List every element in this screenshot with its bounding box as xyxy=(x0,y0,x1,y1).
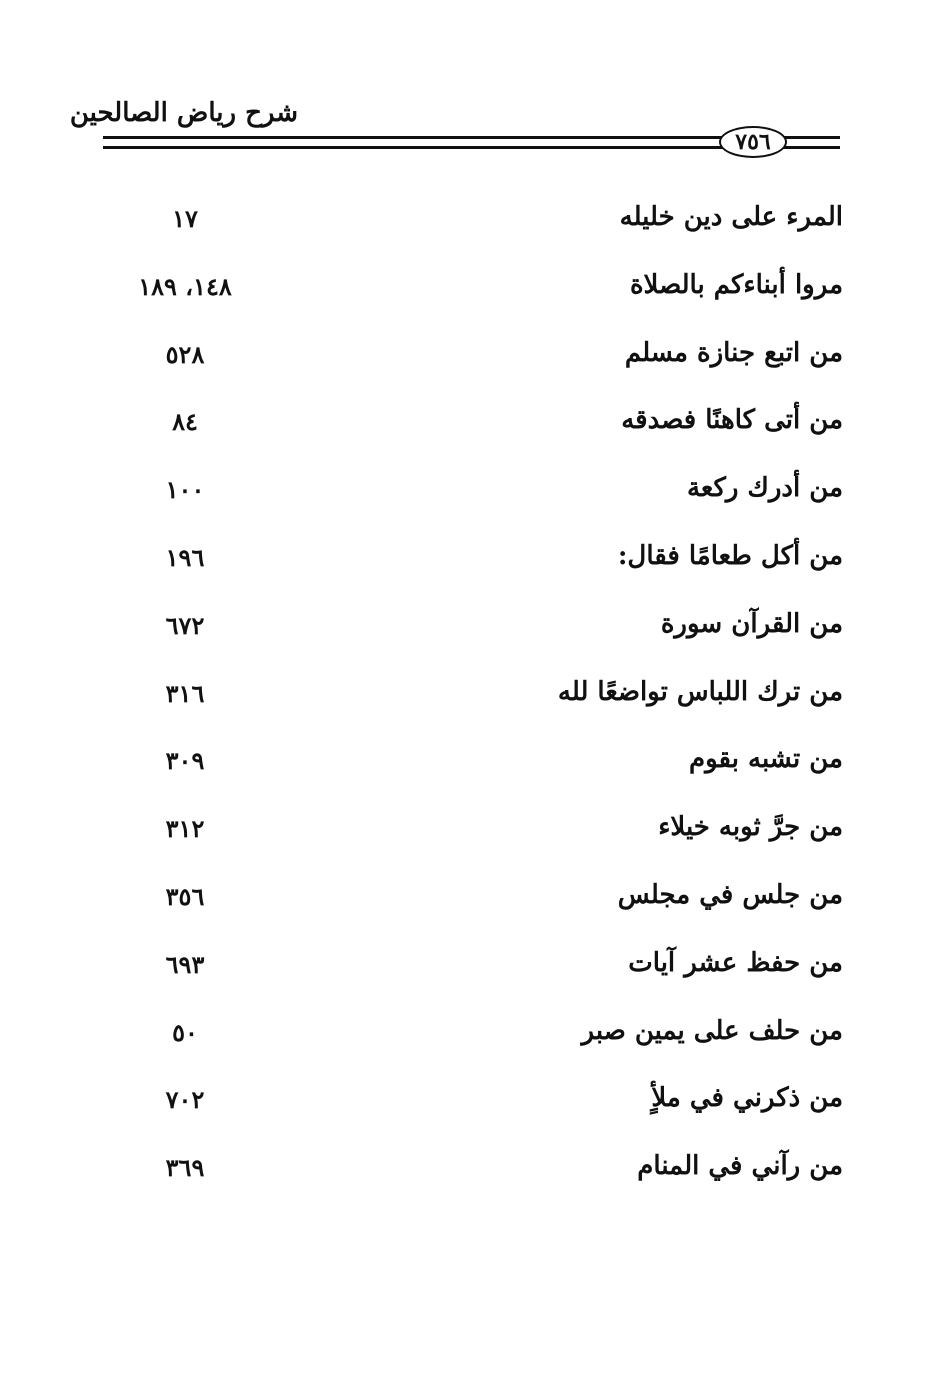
index-entry-pages: ٣٠٩ xyxy=(165,746,205,776)
index-entry-text: من أكل طعامًا فقال: xyxy=(617,540,843,571)
index-entry-text: من أدرك ركعة xyxy=(686,473,843,504)
index-row xyxy=(0,868,947,936)
index-row xyxy=(0,1004,947,1072)
index-entry-text: من أتى كاهنًا فصدقه xyxy=(621,405,843,436)
page-number-badge xyxy=(719,126,787,158)
index-entry-pages: ٧٠٢ xyxy=(165,1085,205,1115)
index-row xyxy=(0,258,947,326)
index-entry-pages: ١٠٠ xyxy=(165,475,205,505)
index-row xyxy=(0,393,947,461)
index-entry-pages: ٥٠ xyxy=(172,1017,198,1047)
index-row xyxy=(0,936,947,1004)
index-entry-pages: ١٩٦ xyxy=(165,542,205,572)
index-entry-pages: ٨٤ xyxy=(172,407,198,437)
index-entry-text: من حفظ عشر آيات xyxy=(628,947,843,978)
index-row xyxy=(0,529,947,597)
index-row xyxy=(0,800,947,868)
index-row xyxy=(0,461,947,529)
index-entry-text: من تشبه بقوم xyxy=(689,744,843,775)
index-entry-text: من جرَّ ثوبه خيلاء xyxy=(658,812,843,843)
index-entry-pages: ١٧ xyxy=(172,204,198,233)
index-entry-pages: ٥٢٨ xyxy=(165,339,205,369)
index-row xyxy=(0,597,947,665)
index-entry-pages: ٣٦٩ xyxy=(165,1153,205,1183)
index-entry-text: من رآني في المنام xyxy=(637,1151,843,1182)
index-entry-text: المرء على دين خليله xyxy=(619,202,843,232)
index-entry-pages: ٣٥٦ xyxy=(165,881,205,911)
hadith-index-list xyxy=(0,190,947,1207)
index-row xyxy=(0,190,947,258)
running-header-title: شرح رياض الصالحين xyxy=(69,98,298,128)
index-entry-text: من اتبع جنازة مسلم xyxy=(624,337,843,368)
index-entry-pages: ٦٧٢ xyxy=(165,610,205,640)
index-row xyxy=(0,1071,947,1139)
index-entry-pages: ٣١٦ xyxy=(165,678,205,708)
index-entry-pages: ٣١٢ xyxy=(165,814,205,844)
index-entry-pages: ١٤٨، ١٨٩ xyxy=(138,271,232,301)
index-row xyxy=(0,1139,947,1207)
index-row xyxy=(0,665,947,733)
index-entry-text: من حلف على يمين صبر xyxy=(581,1015,843,1046)
index-entry-text: من القرآن سورة xyxy=(660,608,843,639)
index-entry-text: مروا أبناءكم بالصلاة xyxy=(629,269,843,300)
index-row xyxy=(0,732,947,800)
index-entry-pages: ٦٩٣ xyxy=(165,949,205,979)
index-entry-text: من ذكرني في ملأٍ xyxy=(651,1083,843,1114)
page-number: ٧٥٦ xyxy=(735,129,771,155)
index-entry-text: من جلس في مجلس xyxy=(617,879,843,910)
index-row xyxy=(0,326,947,394)
index-entry-text: من ترك اللباس تواضعًا لله xyxy=(557,676,843,707)
